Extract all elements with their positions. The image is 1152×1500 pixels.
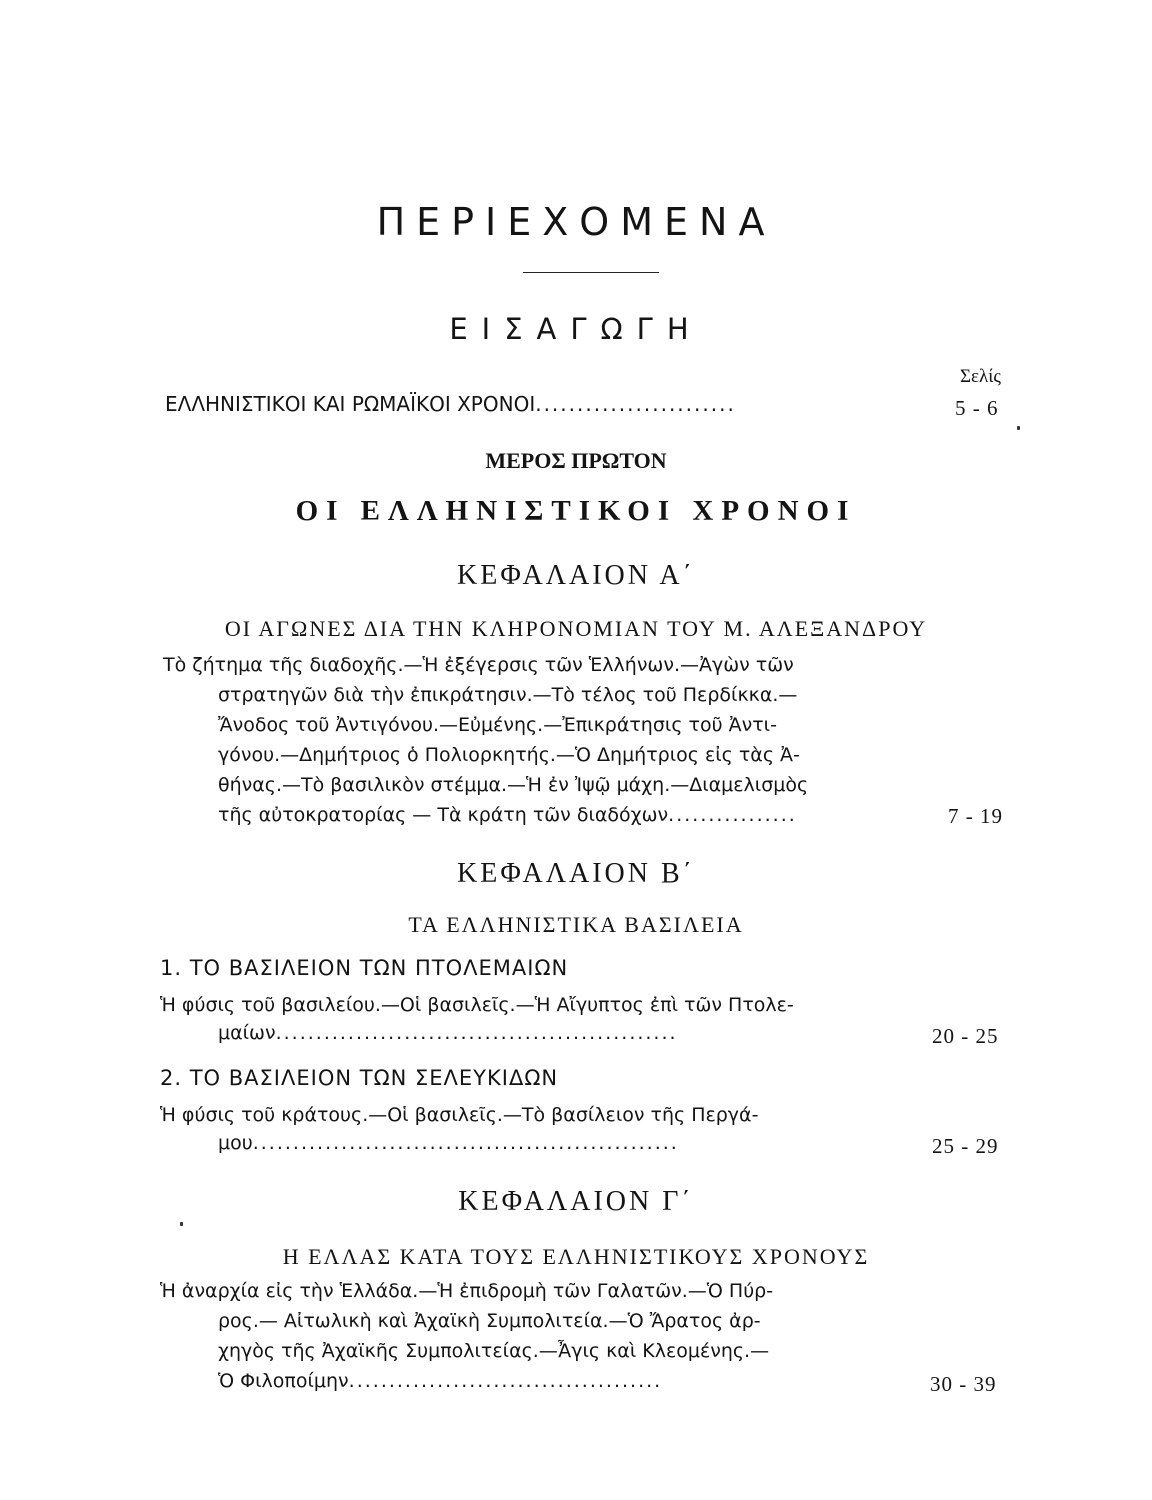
page-title: ΠΕΡΙΕΧΟΜΕΝΑ (376, 200, 776, 244)
chapter-c-line: ρος.— Αἰτωλικὴ καὶ Ἀχαϊκὴ Συμπολιτεία.—Ὁ Ἄρατος ἀρ- (218, 1310, 761, 1332)
chapter-a-line: θήνας.—Τὸ βασιλικὸν στέμμα.—Ἡ ἐν Ἰψῷ μάχη.—Διαμελισμὸς (218, 774, 809, 796)
part-label: ΜΕΡΟΣ ΠΡΩΤΟΝ (485, 448, 667, 473)
section-2-line: Ἡ φύσις τοῦ κράτους.—Οἱ βασιλεῖς.—Τὸ βασίλειον τῆς Περγά- (160, 1104, 759, 1126)
chapter-a-subtitle: ΟΙ ΑΓΩΝΕΣ ΔΙΑ ΤΗΝ ΚΛΗΡΟΝΟΜΙΑΝ ΤΟΥ Μ. ΑΛΕΞΑΝΔΡΟΥ (224, 616, 928, 641)
section-title: ΤΟ ΒΑΣΙΛΕΙΟΝ ΤΩΝ ΣΕΛΕΥΚΙΔΩΝ (189, 1066, 559, 1090)
page-column-label: Σελίς (960, 366, 1001, 387)
chapter-c-last-line: Ὁ Φιλοποίμην....................................... (218, 1370, 663, 1392)
introduction-heading: ΕΙΣΑΓΩΓΗ (449, 312, 703, 346)
chapter-c-line: Ἡ ἀναρχία εἰς τὴν Ἑλλάδα.—Ἡ ἐπιδρομὴ τῶν Γαλατῶν.—Ὁ Πύρ- (160, 1280, 774, 1302)
chapter-a-line: Ἄνοδος τοῦ Ἀντιγόνου.—Εὐμένης.—Ἐπικράτησις τοῦ Ἀντι- (218, 714, 777, 736)
leader-dots: ........................ (535, 392, 736, 416)
chapter-a-pages: 7 - 19 (948, 804, 1003, 828)
chapter-b-heading: ΚΕΦΑΛΑΙΟΝ Β΄ (457, 858, 695, 889)
leader-dots: .................................................. (275, 1022, 678, 1044)
chapter-c-pages: 30 - 39 (930, 1372, 997, 1396)
section-title: ΤΟ ΒΑΣΙΛΕΙΟΝ ΤΩΝ ΠΤΟΛΕΜΑΙΩΝ (189, 956, 569, 980)
chapter-a-last-line: τῆς αὐτοκρατορίας — Τὰ κράτη τῶν διαδόχων................ (218, 804, 797, 826)
chapter-c-subtitle: Η ΕΛΛΑΣ ΚΑΤΑ ΤΟΥΣ ΕΛΛΗΝΙΣΤΙΚΟΥΣ ΧΡΟΝΟΥΣ (282, 1244, 870, 1269)
chapter-b-subtitle: ΤΑ ΕΛΛΗΝΙΣΤΙΚΑ ΒΑΣΙΛΕΙΑ (408, 912, 744, 937)
ink-speck (180, 1222, 183, 1226)
section-1-heading (160, 956, 568, 980)
section-number: 1. (160, 956, 183, 980)
chapter-a-line: γόνου.—Δημήτριος ὁ Πολιορκητής.—Ὁ Δημήτριος εἰς τὰς Ἀ- (218, 744, 800, 766)
section-2-heading (160, 1066, 558, 1090)
section-1-pages: 20 - 25 (932, 1024, 999, 1048)
chapter-a-line: Τὸ ζήτημα τῆς διαδοχῆς.—Ἡ ἐξέγερσις τῶν Ἑλλήνων.—Ἀγὼν τῶν (163, 654, 794, 676)
chapter-a-line: στρατηγῶν διὰ τὴν ἐπικράτησιν.—Τὸ τέλος τοῦ Περδίκκα.— (218, 684, 798, 706)
introduction-entry (165, 392, 736, 416)
section-1-line: Ἡ φύσις τοῦ βασιλείου.—Οἱ βασιλεῖς.—Ἡ Αἴγυπτος ἐπὶ τῶν Πτολε- (160, 994, 794, 1016)
leader-dots: ..................................................... (252, 1132, 679, 1154)
leader-dots: ....................................... (348, 1370, 663, 1392)
leader-dots: ................ (668, 804, 797, 826)
part-title: ΟΙ ΕΛΛΗΝΙΣΤΙΚΟΙ ΧΡΟΝΟΙ (295, 495, 857, 527)
chapter-c-line: χηγὸς τῆς Ἀχαϊκῆς Συμπολιτείας.—Ἆγις καὶ Κλεομένης.— (218, 1340, 770, 1362)
chapter-c-heading: ΚΕΦΑΛΑΙΟΝ Γ΄ (458, 1186, 694, 1217)
introduction-entry-title: ΕΛΛΗΝΙΣΤΙΚΟΙ ΚΑΙ ΡΩΜΑΪΚΟΙ ΧΡΟΝΟΙ (165, 392, 536, 416)
introduction-entry-pages: 5 - 6 (955, 396, 999, 420)
section-2-last-line: μου..................................................... (218, 1132, 679, 1154)
section-2-pages: 25 - 29 (932, 1134, 999, 1158)
ink-speck (1017, 426, 1020, 430)
title-divider (523, 272, 659, 273)
section-1-last-line: μαίων.................................................. (218, 1022, 678, 1044)
chapter-a-heading: ΚΕΦΑΛΑΙΟΝ Α΄ (457, 560, 695, 591)
section-number: 2. (160, 1066, 183, 1090)
